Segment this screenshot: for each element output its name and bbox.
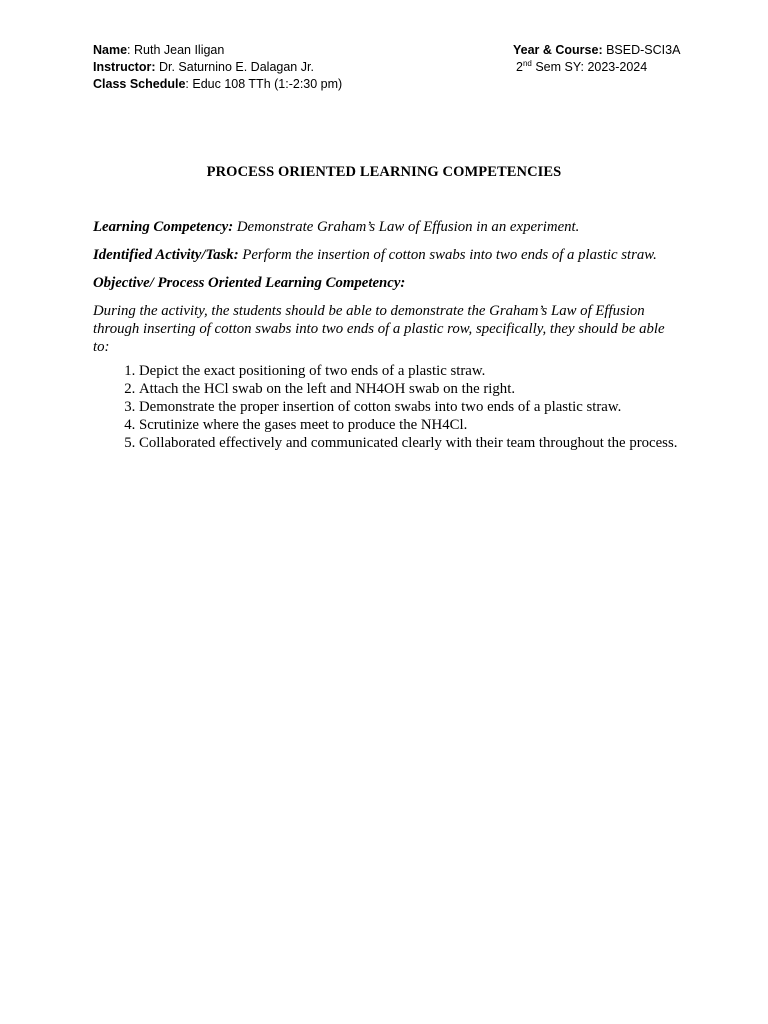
schedule-line	[93, 76, 342, 93]
learning-competency-label: Learning Competency:	[93, 219, 234, 235]
activity-paragraph	[93, 246, 678, 264]
activity-label: Identified Activity/Task:	[93, 247, 239, 263]
list-item: 1. Depict the exact positioning of two ends of a plastic straw.	[139, 362, 678, 380]
schedule-value: : Educ 108 TTh (1:-2:30 pm)	[185, 77, 343, 91]
objective-heading: Objective/ Process Oriented Learning Competency:	[93, 275, 406, 291]
list-item: 5. Collaborated effectively and communicated clearly with their team throughout the process.	[139, 434, 678, 452]
learning-competency-text: Demonstrate Graham’s Law of Effusion in an experiment.	[233, 219, 580, 235]
course-info-block	[513, 42, 680, 76]
objectives-list	[93, 362, 678, 452]
objective-intro: During the activity, the students should be able to demonstrate the Graham’s Law of Effusion through inserting of cotton swabs into two ends of a plastic row, specifically, they should be able to:	[93, 303, 665, 355]
instructor-value: Dr. Saturnino E. Dalagan Jr.	[155, 60, 314, 74]
instructor-label: Instructor:	[93, 60, 156, 74]
list-item: 4. Scrutinize where the gases meet to produce the NH4Cl.	[139, 416, 678, 434]
learning-competency-paragraph	[93, 218, 678, 236]
year-course-value: BSED-SCI3A	[602, 43, 681, 57]
schedule-label: Class Schedule	[93, 77, 186, 91]
name-value: : Ruth Jean Iligan	[127, 43, 225, 57]
page-title: PROCESS ORIENTED LEARNING COMPETENCIES	[206, 164, 562, 180]
activity-text: Perform the insertion of cotton swabs into two ends of a plastic straw.	[238, 247, 657, 263]
list-item: 3. Demonstrate the proper insertion of cotton swabs into two ends of a plastic straw.	[139, 398, 678, 416]
student-info-block	[93, 42, 342, 93]
year-course-line	[513, 42, 680, 59]
name-line	[93, 42, 342, 59]
year-course-label: Year & Course:	[513, 43, 603, 57]
document-body	[93, 218, 678, 452]
semester-school-year: Sem SY: 2023-2024	[531, 60, 648, 74]
instructor-line	[93, 59, 342, 76]
semester-suffix: nd	[522, 58, 532, 68]
semester-number: 2	[516, 60, 523, 74]
objective-heading-paragraph	[93, 274, 678, 292]
list-item: 2. Attach the HCl swab on the left and NH4OH swab on the right.	[139, 380, 678, 398]
semester-line	[513, 59, 680, 76]
name-label: Name	[93, 43, 128, 57]
